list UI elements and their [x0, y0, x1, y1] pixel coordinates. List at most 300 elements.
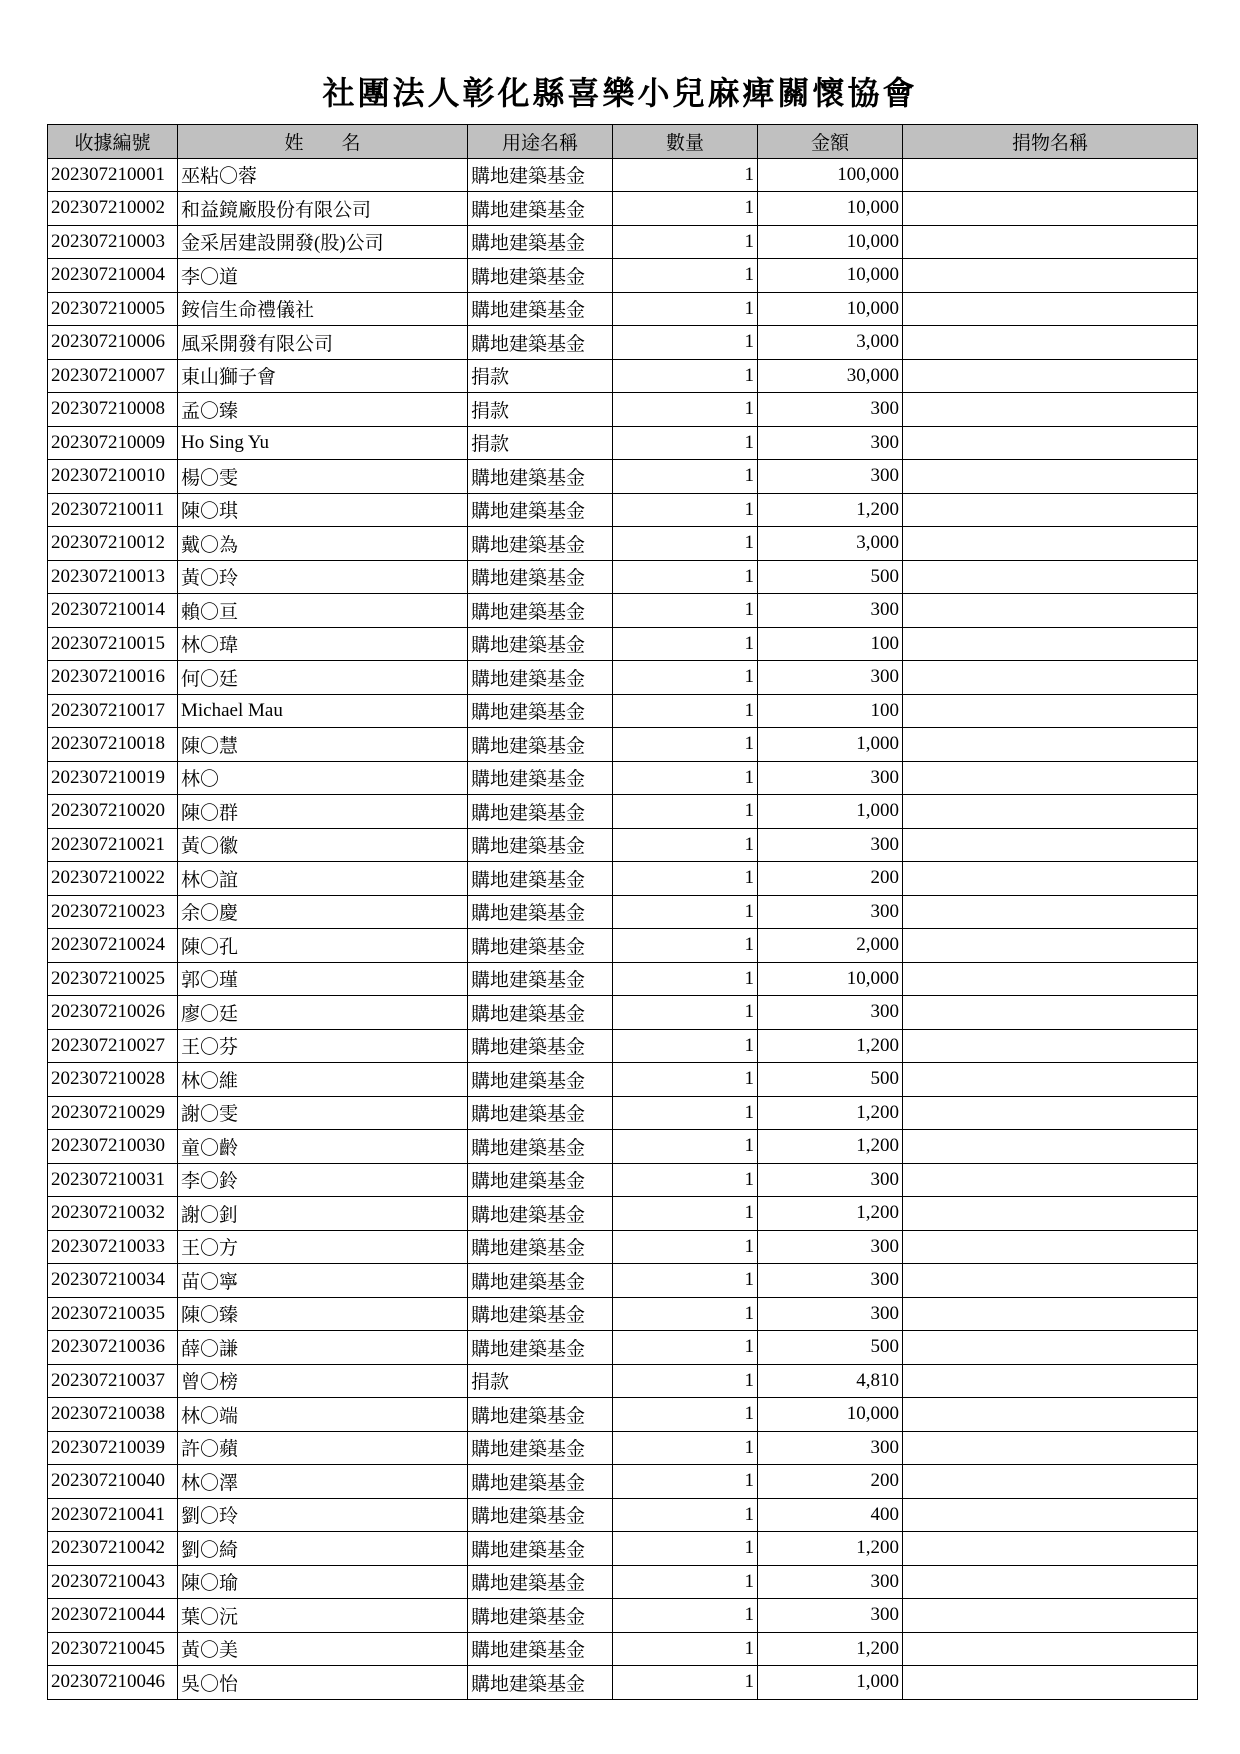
cell-amount: 10,000: [758, 292, 903, 326]
cell-purpose: 購地建築基金: [468, 1130, 613, 1164]
cell-item-name: [903, 1197, 1198, 1231]
cell-receipt-no: 202307210008: [48, 393, 178, 427]
cell-receipt-no: 202307210023: [48, 895, 178, 929]
cell-item-name: [903, 996, 1198, 1030]
cell-name: 黃〇徽: [178, 828, 468, 862]
table-row: [48, 1163, 1198, 1197]
cell-quantity: 1: [613, 862, 758, 896]
cell-purpose: 購地建築基金: [468, 158, 613, 192]
cell-receipt-no: 202307210024: [48, 929, 178, 963]
cell-quantity: 1: [613, 1565, 758, 1599]
cell-purpose: 購地建築基金: [468, 627, 613, 661]
cell-amount: 500: [758, 1063, 903, 1097]
cell-name: 陳〇臻: [178, 1297, 468, 1331]
cell-receipt-no: 202307210038: [48, 1398, 178, 1432]
cell-receipt-no: 202307210010: [48, 460, 178, 494]
cell-receipt-no: 202307210005: [48, 292, 178, 326]
cell-purpose: 捐款: [468, 359, 613, 393]
cell-purpose: 捐款: [468, 393, 613, 427]
cell-name: 劉〇玲: [178, 1498, 468, 1532]
cell-receipt-no: 202307210028: [48, 1063, 178, 1097]
cell-item-name: [903, 1063, 1198, 1097]
cell-item-name: [903, 895, 1198, 929]
cell-amount: 300: [758, 1230, 903, 1264]
cell-purpose: 購地建築基金: [468, 1565, 613, 1599]
cell-name: 林〇端: [178, 1398, 468, 1432]
cell-receipt-no: 202307210035: [48, 1297, 178, 1331]
cell-purpose: 購地建築基金: [468, 460, 613, 494]
cell-item-name: [903, 962, 1198, 996]
table-row: [48, 929, 1198, 963]
cell-receipt-no: 202307210039: [48, 1431, 178, 1465]
table-row: [48, 1364, 1198, 1398]
cell-item-name: [903, 627, 1198, 661]
cell-name: 葉〇沅: [178, 1599, 468, 1633]
cell-item-name: [903, 1398, 1198, 1432]
cell-purpose: 購地建築基金: [468, 1297, 613, 1331]
cell-item-name: [903, 795, 1198, 829]
cell-amount: 200: [758, 1465, 903, 1499]
cell-amount: 4,810: [758, 1364, 903, 1398]
table-row: [48, 292, 1198, 326]
cell-purpose: 購地建築基金: [468, 1264, 613, 1298]
cell-receipt-no: 202307210027: [48, 1029, 178, 1063]
cell-name: 黃〇玲: [178, 560, 468, 594]
cell-purpose: 購地建築基金: [468, 694, 613, 728]
cell-item-name: [903, 1130, 1198, 1164]
cell-purpose: 購地建築基金: [468, 795, 613, 829]
cell-amount: 300: [758, 895, 903, 929]
cell-amount: 1,000: [758, 795, 903, 829]
table-row: [48, 359, 1198, 393]
cell-amount: 300: [758, 761, 903, 795]
cell-name: 和益鏡廠股份有限公司: [178, 192, 468, 226]
table-row: [48, 326, 1198, 360]
cell-name: 陳〇瑜: [178, 1565, 468, 1599]
cell-quantity: 1: [613, 1532, 758, 1566]
cell-quantity: 1: [613, 158, 758, 192]
cell-amount: 300: [758, 426, 903, 460]
cell-receipt-no: 202307210002: [48, 192, 178, 226]
cell-amount: 300: [758, 460, 903, 494]
cell-quantity: 1: [613, 728, 758, 762]
cell-item-name: [903, 694, 1198, 728]
table-row: [48, 1297, 1198, 1331]
cell-item-name: [903, 1532, 1198, 1566]
cell-name: 吳〇怡: [178, 1666, 468, 1700]
cell-receipt-no: 202307210011: [48, 493, 178, 527]
cell-item-name: [903, 1431, 1198, 1465]
cell-purpose: 購地建築基金: [468, 828, 613, 862]
cell-quantity: 1: [613, 292, 758, 326]
table-row: [48, 895, 1198, 929]
cell-receipt-no: 202307210040: [48, 1465, 178, 1499]
cell-receipt-no: 202307210006: [48, 326, 178, 360]
cell-amount: 500: [758, 560, 903, 594]
cell-quantity: 1: [613, 560, 758, 594]
table-row: [48, 761, 1198, 795]
cell-receipt-no: 202307210031: [48, 1163, 178, 1197]
cell-purpose: 購地建築基金: [468, 527, 613, 561]
cell-receipt-no: 202307210042: [48, 1532, 178, 1566]
table-row: [48, 1230, 1198, 1264]
table-row: [48, 493, 1198, 527]
cell-name: Ho Sing Yu: [178, 426, 468, 460]
cell-item-name: [903, 259, 1198, 293]
cell-quantity: 1: [613, 1230, 758, 1264]
cell-amount: 100,000: [758, 158, 903, 192]
cell-purpose: 購地建築基金: [468, 192, 613, 226]
cell-name: 林〇: [178, 761, 468, 795]
cell-receipt-no: 202307210022: [48, 862, 178, 896]
cell-purpose: 購地建築基金: [468, 594, 613, 628]
cell-purpose: 購地建築基金: [468, 1431, 613, 1465]
cell-item-name: [903, 493, 1198, 527]
cell-name: 謝〇釗: [178, 1197, 468, 1231]
cell-amount: 10,000: [758, 962, 903, 996]
cell-item-name: [903, 460, 1198, 494]
cell-purpose: 購地建築基金: [468, 1398, 613, 1432]
cell-name: 陳〇慧: [178, 728, 468, 762]
cell-item-name: [903, 1264, 1198, 1298]
cell-item-name: [903, 1565, 1198, 1599]
cell-name: 林〇澤: [178, 1465, 468, 1499]
table-row: [48, 1599, 1198, 1633]
cell-amount: 1,200: [758, 1096, 903, 1130]
header-quantity: 數量: [613, 125, 758, 159]
cell-amount: 1,200: [758, 1029, 903, 1063]
cell-amount: 1,000: [758, 728, 903, 762]
cell-amount: 1,200: [758, 1532, 903, 1566]
cell-item-name: [903, 929, 1198, 963]
cell-name: 林〇維: [178, 1063, 468, 1097]
cell-name: 許〇蘋: [178, 1431, 468, 1465]
cell-item-name: [903, 1599, 1198, 1633]
cell-purpose: 購地建築基金: [468, 996, 613, 1030]
cell-quantity: 1: [613, 1364, 758, 1398]
cell-quantity: 1: [613, 259, 758, 293]
cell-purpose: 購地建築基金: [468, 326, 613, 360]
cell-item-name: [903, 1297, 1198, 1331]
cell-amount: 500: [758, 1331, 903, 1365]
cell-name: 黃〇美: [178, 1632, 468, 1666]
table-row: [48, 728, 1198, 762]
cell-quantity: 1: [613, 1029, 758, 1063]
cell-receipt-no: 202307210030: [48, 1130, 178, 1164]
cell-purpose: 購地建築基金: [468, 1465, 613, 1499]
cell-receipt-no: 202307210015: [48, 627, 178, 661]
cell-receipt-no: 202307210029: [48, 1096, 178, 1130]
cell-amount: 100: [758, 694, 903, 728]
table-body: [48, 158, 1198, 1699]
cell-amount: 100: [758, 627, 903, 661]
cell-receipt-no: 202307210037: [48, 1364, 178, 1398]
cell-quantity: 1: [613, 996, 758, 1030]
cell-quantity: 1: [613, 795, 758, 829]
header-amount: 金額: [758, 125, 903, 159]
cell-item-name: [903, 761, 1198, 795]
cell-amount: 1,200: [758, 1130, 903, 1164]
table-row: [48, 661, 1198, 695]
cell-quantity: 1: [613, 895, 758, 929]
cell-receipt-no: 202307210034: [48, 1264, 178, 1298]
cell-item-name: [903, 192, 1198, 226]
cell-receipt-no: 202307210009: [48, 426, 178, 460]
cell-purpose: 捐款: [468, 426, 613, 460]
cell-name: 陳〇群: [178, 795, 468, 829]
cell-item-name: [903, 1331, 1198, 1365]
cell-item-name: [903, 359, 1198, 393]
cell-name: 劉〇綺: [178, 1532, 468, 1566]
cell-purpose: 購地建築基金: [468, 1599, 613, 1633]
cell-quantity: 1: [613, 326, 758, 360]
cell-quantity: 1: [613, 393, 758, 427]
cell-quantity: 1: [613, 828, 758, 862]
table-row: [48, 158, 1198, 192]
cell-purpose: 購地建築基金: [468, 1197, 613, 1231]
cell-name: 孟〇臻: [178, 393, 468, 427]
table-row: [48, 1130, 1198, 1164]
cell-item-name: [903, 728, 1198, 762]
cell-item-name: [903, 1096, 1198, 1130]
cell-quantity: 1: [613, 1431, 758, 1465]
cell-amount: 3,000: [758, 527, 903, 561]
cell-purpose: 購地建築基金: [468, 1096, 613, 1130]
cell-quantity: 1: [613, 1599, 758, 1633]
cell-item-name: [903, 594, 1198, 628]
cell-purpose: 購地建築基金: [468, 1163, 613, 1197]
cell-purpose: 購地建築基金: [468, 862, 613, 896]
cell-receipt-no: 202307210033: [48, 1230, 178, 1264]
cell-amount: 2,000: [758, 929, 903, 963]
cell-item-name: [903, 1163, 1198, 1197]
table-row: [48, 1632, 1198, 1666]
cell-quantity: 1: [613, 1331, 758, 1365]
cell-amount: 300: [758, 828, 903, 862]
cell-purpose: 購地建築基金: [468, 1331, 613, 1365]
cell-amount: 200: [758, 862, 903, 896]
table-row: [48, 225, 1198, 259]
table-row: [48, 1264, 1198, 1298]
cell-quantity: 1: [613, 694, 758, 728]
cell-receipt-no: 202307210007: [48, 359, 178, 393]
cell-name: 謝〇雯: [178, 1096, 468, 1130]
cell-name: 戴〇為: [178, 527, 468, 561]
cell-purpose: 購地建築基金: [468, 560, 613, 594]
table-row: [48, 594, 1198, 628]
table-row: [48, 1197, 1198, 1231]
table-row: [48, 962, 1198, 996]
cell-amount: 1,200: [758, 493, 903, 527]
cell-receipt-no: 202307210016: [48, 661, 178, 695]
table-row: [48, 527, 1198, 561]
cell-amount: 300: [758, 1264, 903, 1298]
cell-quantity: 1: [613, 225, 758, 259]
cell-item-name: [903, 426, 1198, 460]
cell-purpose: 購地建築基金: [468, 929, 613, 963]
cell-amount: 3,000: [758, 326, 903, 360]
cell-item-name: [903, 1230, 1198, 1264]
cell-quantity: 1: [613, 661, 758, 695]
cell-purpose: 購地建築基金: [468, 728, 613, 762]
table-row: [48, 1465, 1198, 1499]
table-row: [48, 795, 1198, 829]
cell-item-name: [903, 1498, 1198, 1532]
cell-amount: 1,200: [758, 1197, 903, 1231]
table-row: [48, 694, 1198, 728]
cell-item-name: [903, 661, 1198, 695]
header-receipt-no: 收據編號: [48, 125, 178, 159]
cell-item-name: [903, 225, 1198, 259]
cell-quantity: 1: [613, 1264, 758, 1298]
cell-amount: 300: [758, 661, 903, 695]
table-row: [48, 996, 1198, 1030]
table-row: [48, 1498, 1198, 1532]
header-purpose: 用途名稱: [468, 125, 613, 159]
cell-receipt-no: 202307210019: [48, 761, 178, 795]
cell-receipt-no: 202307210041: [48, 1498, 178, 1532]
cell-receipt-no: 202307210032: [48, 1197, 178, 1231]
cell-quantity: 1: [613, 460, 758, 494]
cell-purpose: 購地建築基金: [468, 1063, 613, 1097]
cell-name: 何〇廷: [178, 661, 468, 695]
cell-name: 金采居建設開發(股)公司: [178, 225, 468, 259]
cell-item-name: [903, 1666, 1198, 1700]
cell-quantity: 1: [613, 1096, 758, 1130]
table-row: [48, 426, 1198, 460]
cell-amount: 400: [758, 1498, 903, 1532]
cell-name: 巫粘〇蓉: [178, 158, 468, 192]
cell-receipt-no: 202307210020: [48, 795, 178, 829]
cell-name: 廖〇廷: [178, 996, 468, 1030]
table-row: [48, 828, 1198, 862]
header-item-name: 捐物名稱: [903, 125, 1198, 159]
table-row: [48, 862, 1198, 896]
cell-quantity: 1: [613, 493, 758, 527]
cell-receipt-no: 202307210044: [48, 1599, 178, 1633]
cell-amount: 300: [758, 594, 903, 628]
table-row: [48, 1431, 1198, 1465]
table-row: [48, 1063, 1198, 1097]
cell-receipt-no: 202307210025: [48, 962, 178, 996]
cell-name: 東山獅子會: [178, 359, 468, 393]
cell-name: 薛〇謙: [178, 1331, 468, 1365]
table-row: [48, 393, 1198, 427]
cell-name: Michael Mau: [178, 694, 468, 728]
cell-purpose: 購地建築基金: [468, 1498, 613, 1532]
cell-quantity: 1: [613, 627, 758, 661]
cell-item-name: [903, 1465, 1198, 1499]
cell-item-name: [903, 393, 1198, 427]
cell-item-name: [903, 1364, 1198, 1398]
cell-quantity: 1: [613, 1063, 758, 1097]
cell-item-name: [903, 326, 1198, 360]
cell-item-name: [903, 828, 1198, 862]
cell-purpose: 購地建築基金: [468, 661, 613, 695]
cell-receipt-no: 202307210003: [48, 225, 178, 259]
cell-quantity: 1: [613, 1197, 758, 1231]
table-row: [48, 1532, 1198, 1566]
cell-purpose: 購地建築基金: [468, 1532, 613, 1566]
cell-item-name: [903, 1029, 1198, 1063]
cell-name: 苗〇寧: [178, 1264, 468, 1298]
cell-purpose: 購地建築基金: [468, 895, 613, 929]
donation-table: [47, 124, 1198, 1700]
cell-amount: 300: [758, 996, 903, 1030]
cell-item-name: [903, 862, 1198, 896]
cell-purpose: 捐款: [468, 1364, 613, 1398]
cell-amount: 300: [758, 1163, 903, 1197]
cell-amount: 10,000: [758, 192, 903, 226]
cell-purpose: 購地建築基金: [468, 761, 613, 795]
cell-quantity: 1: [613, 1297, 758, 1331]
table-row: [48, 1029, 1198, 1063]
cell-amount: 300: [758, 1565, 903, 1599]
cell-purpose: 購地建築基金: [468, 225, 613, 259]
cell-name: 郭〇瑾: [178, 962, 468, 996]
cell-name: 楊〇雯: [178, 460, 468, 494]
table-row: [48, 1398, 1198, 1432]
cell-receipt-no: 202307210001: [48, 158, 178, 192]
cell-name: 余〇慶: [178, 895, 468, 929]
table-row: [48, 1666, 1198, 1700]
cell-amount: 1,200: [758, 1632, 903, 1666]
cell-quantity: 1: [613, 426, 758, 460]
cell-receipt-no: 202307210018: [48, 728, 178, 762]
cell-receipt-no: 202307210046: [48, 1666, 178, 1700]
table-row: [48, 1331, 1198, 1365]
cell-receipt-no: 202307210021: [48, 828, 178, 862]
cell-name: 賴〇亘: [178, 594, 468, 628]
cell-amount: 300: [758, 1599, 903, 1633]
table-row: [48, 259, 1198, 293]
cell-receipt-no: 202307210036: [48, 1331, 178, 1365]
table-row: [48, 1096, 1198, 1130]
cell-quantity: 1: [613, 1632, 758, 1666]
cell-name: 曾〇榜: [178, 1364, 468, 1398]
header-name: 姓 名: [178, 125, 468, 159]
cell-quantity: 1: [613, 1130, 758, 1164]
cell-item-name: [903, 560, 1198, 594]
table-row: [48, 627, 1198, 661]
cell-quantity: 1: [613, 1398, 758, 1432]
cell-name: 風采開發有限公司: [178, 326, 468, 360]
cell-name: 陳〇琪: [178, 493, 468, 527]
cell-amount: 300: [758, 393, 903, 427]
cell-purpose: 購地建築基金: [468, 1230, 613, 1264]
cell-amount: 10,000: [758, 1398, 903, 1432]
cell-purpose: 購地建築基金: [468, 493, 613, 527]
cell-quantity: 1: [613, 1163, 758, 1197]
cell-quantity: 1: [613, 594, 758, 628]
cell-item-name: [903, 1632, 1198, 1666]
cell-receipt-no: 202307210026: [48, 996, 178, 1030]
cell-quantity: 1: [613, 761, 758, 795]
cell-amount: 300: [758, 1431, 903, 1465]
cell-receipt-no: 202307210014: [48, 594, 178, 628]
table-header-row: [48, 125, 1198, 159]
cell-receipt-no: 202307210017: [48, 694, 178, 728]
table-row: [48, 460, 1198, 494]
cell-quantity: 1: [613, 929, 758, 963]
cell-name: 王〇方: [178, 1230, 468, 1264]
cell-name: 李〇鈴: [178, 1163, 468, 1197]
cell-amount: 30,000: [758, 359, 903, 393]
cell-quantity: 1: [613, 962, 758, 996]
cell-purpose: 購地建築基金: [468, 1666, 613, 1700]
cell-name: 王〇芬: [178, 1029, 468, 1063]
cell-purpose: 購地建築基金: [468, 1029, 613, 1063]
